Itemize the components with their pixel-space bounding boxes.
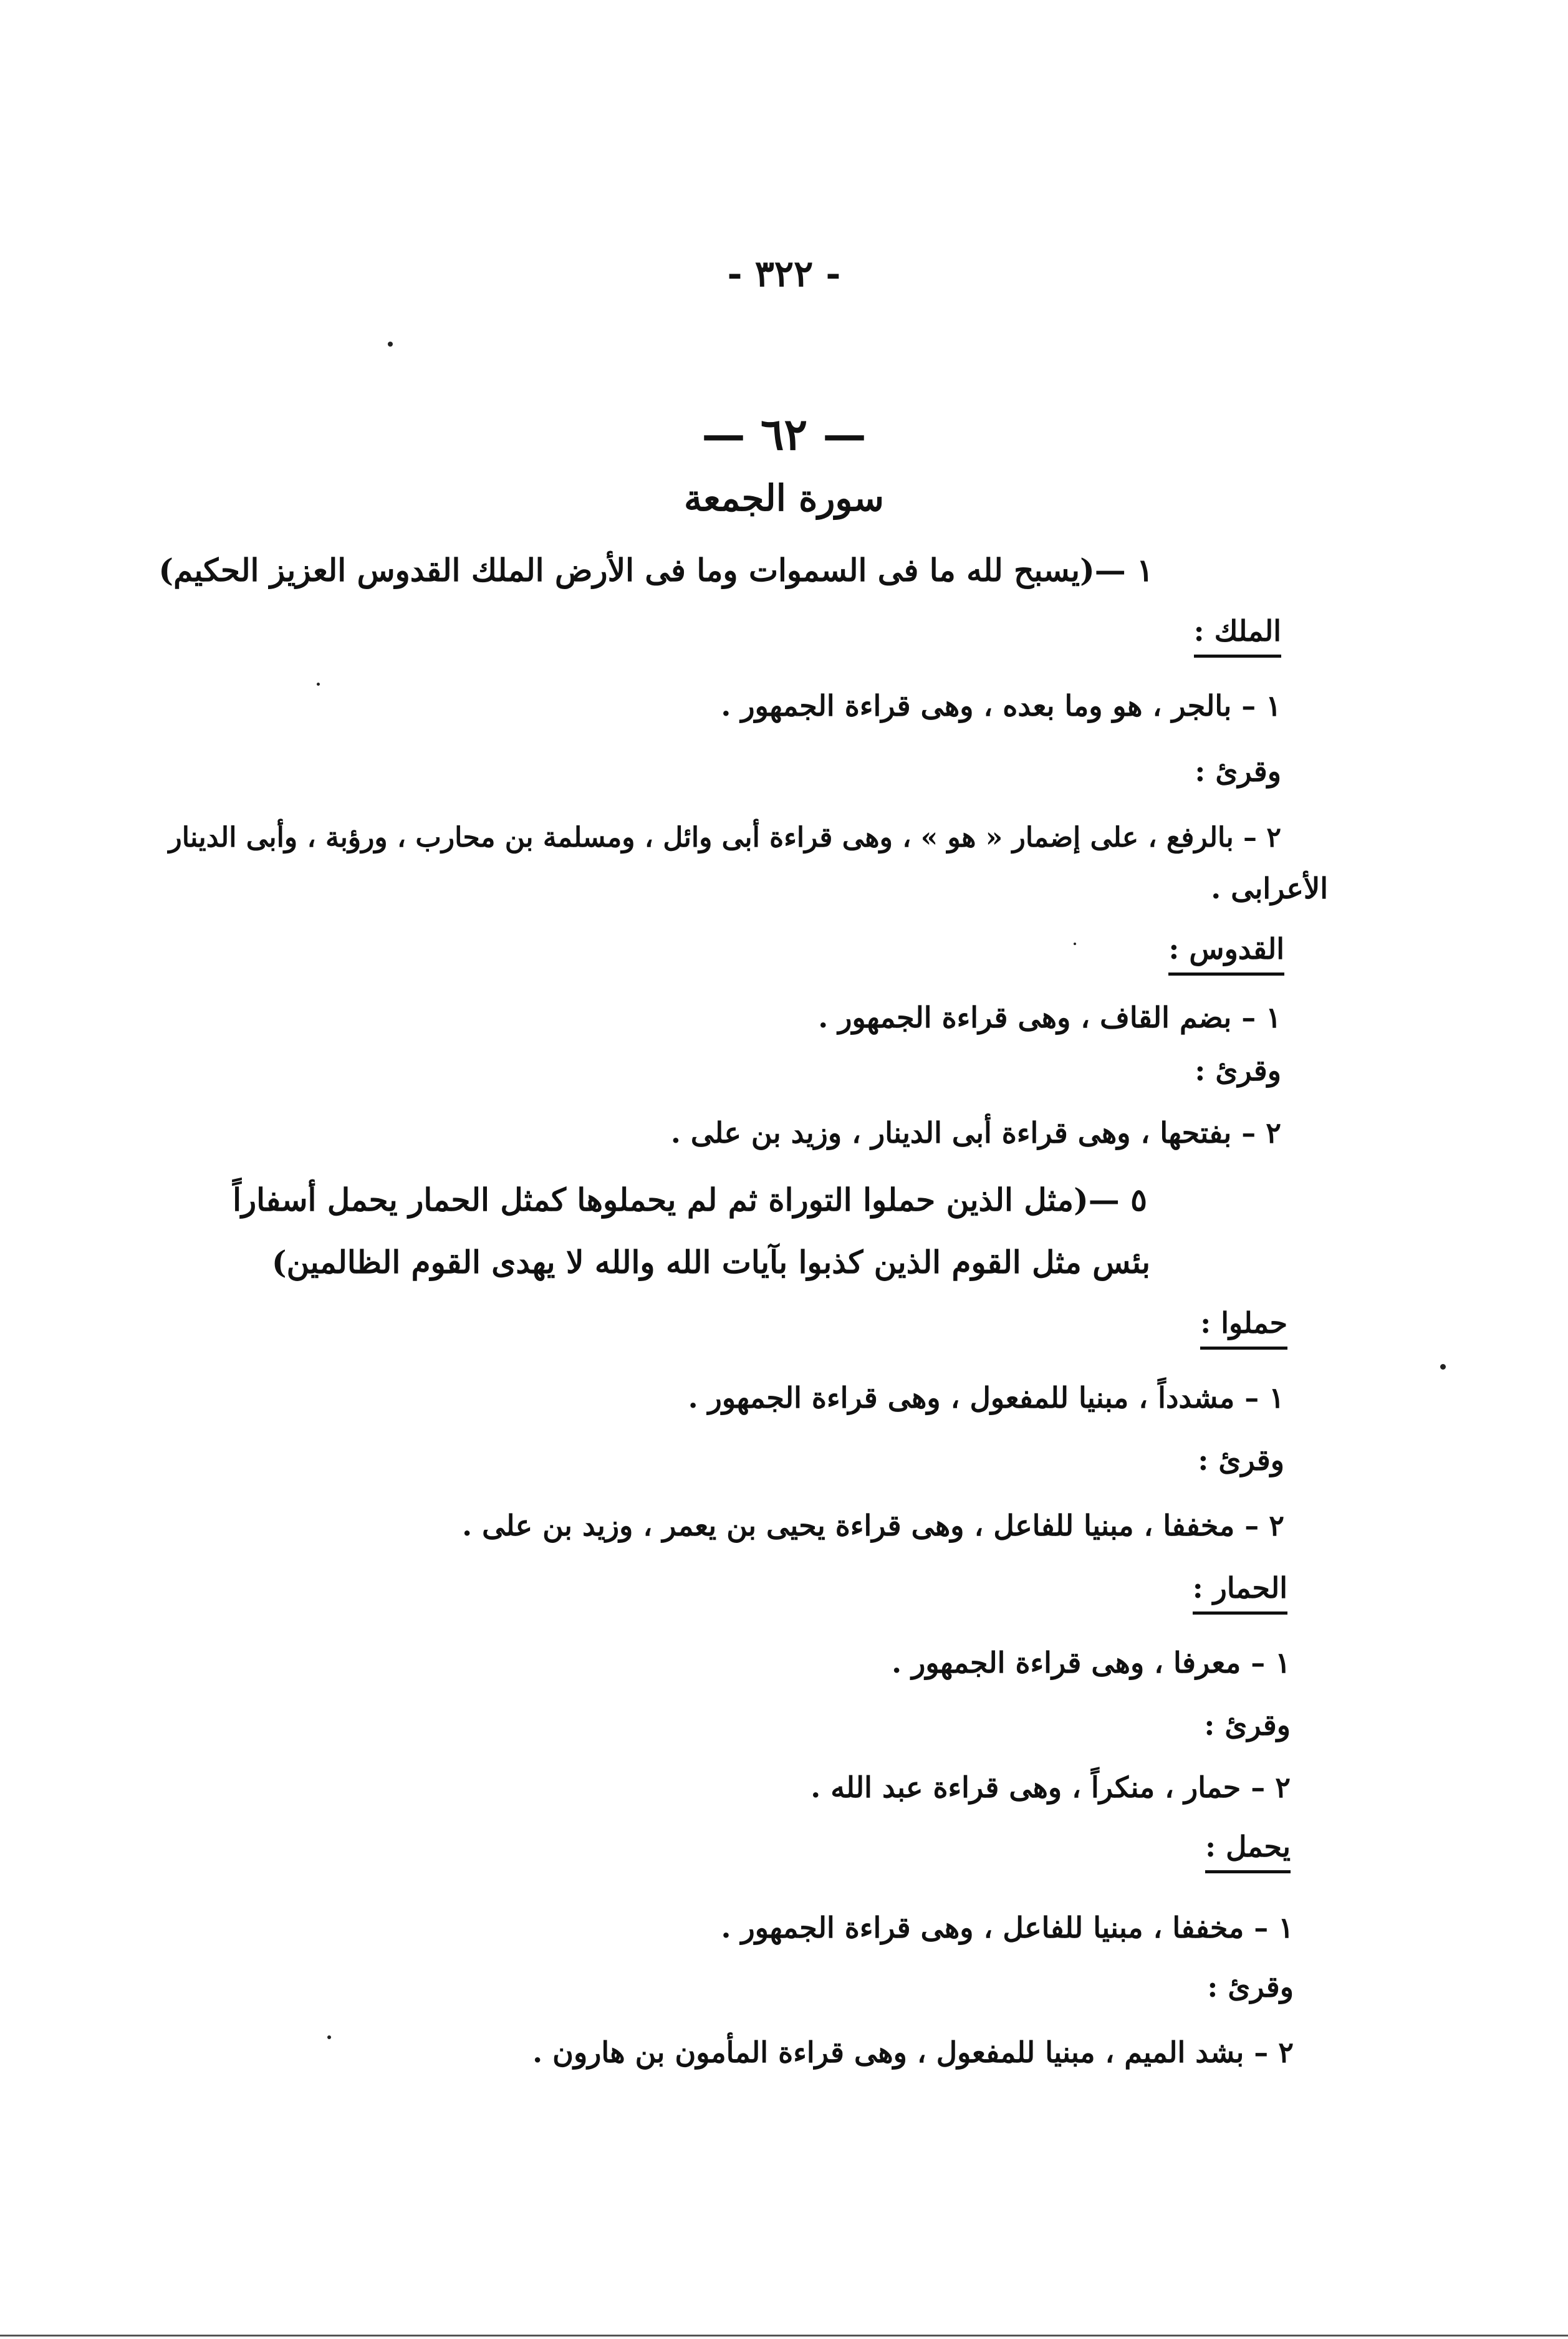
- word-heading-hummilu-text: حملوا :: [1200, 1306, 1287, 1350]
- word-heading-yahmil: [1205, 1830, 1291, 1873]
- word-heading-yahmil-text: يحمل :: [1205, 1830, 1291, 1873]
- wa-quri-quddus: وقرئ :: [1195, 1054, 1281, 1087]
- wa-quri-malik: وقرئ :: [1195, 754, 1281, 788]
- reading-malik-2-line-2: الأعرابى .: [1211, 872, 1328, 905]
- reading-quddus-2: ٢ – بفتحها ، وهى قراءة أبى الدينار ، وزيد بن على .: [670, 1116, 1281, 1150]
- page-bottom-edge: [0, 2335, 1568, 2337]
- word-heading-himar-text: الحمار :: [1193, 1571, 1287, 1615]
- word-heading-quddus-text: القدوس :: [1168, 932, 1284, 976]
- reading-malik-1: ١ – بالجر ، هو وما بعده ، وهى قراءة الجمهور .: [721, 689, 1281, 723]
- word-heading-hummilu: [1200, 1306, 1287, 1350]
- verse-5-line-1: ٥ —(مثل الذين حملوا التوراة ثم لم يحملوها كمثل الحمار يحمل أسفاراً: [233, 1181, 1147, 1218]
- word-heading-quddus: [1168, 932, 1284, 976]
- word-heading-malik-text: الملك :: [1194, 614, 1281, 658]
- reading-yahmil-1: ١ – مخففا ، مبنيا للفاعل ، وهى قراءة الجمهور .: [721, 1911, 1294, 1944]
- scan-speck: [1074, 943, 1076, 945]
- scan-speck: [317, 683, 320, 686]
- verse-5-line-2: بئس مثل القوم الذين كذبوا بآيات الله والله لا يهدى القوم الظالمين): [271, 1244, 1150, 1280]
- verse-1: ١ —(يسبح لله ما فى السموات وما فى الأرض الملك القدوس العزيز الحكيم): [158, 552, 1153, 588]
- wa-quri-yahmil: وقرئ :: [1207, 1970, 1294, 2004]
- surah-title: سورة الجمعة: [684, 477, 884, 519]
- word-heading-malik: [1194, 614, 1281, 658]
- word-heading-himar: [1193, 1571, 1287, 1615]
- reading-himar-1: ١ – معرفا ، وهى قراءة الجمهور .: [892, 1646, 1291, 1679]
- reading-hummilu-2: ٢ – مخففا ، مبنيا للفاعل ، وهى قراءة يحيى بن يعمر ، وزيد بن على .: [462, 1509, 1284, 1542]
- reading-quddus-1: ١ – بضم القاف ، وهى قراءة الجمهور .: [818, 1001, 1281, 1034]
- reading-malik-2-line-1: ٢ – بالرفع ، على إضمار « هو » ، وهى قراءة أبى وائل ، ومسلمة بن محارب ، ورؤبة ، وأبى الدينار: [168, 822, 1281, 853]
- wa-quri-himar: وقرئ :: [1204, 1708, 1291, 1742]
- scan-speck: [327, 2035, 331, 2039]
- reading-himar-2: ٢ – حمار ، منكراً ، وهى قراءة عبد الله .: [810, 1770, 1291, 1804]
- scan-speck: [388, 342, 393, 347]
- scan-speck: [1440, 1364, 1446, 1370]
- reading-hummilu-1: ١ – مشدداً ، مبنيا للمفعول ، وهى قراءة الجمهور .: [688, 1381, 1284, 1414]
- wa-quri-hummilu: وقرئ :: [1198, 1443, 1284, 1477]
- page-number: - ٣٢٢ -: [727, 252, 841, 295]
- section-number: — ٦٢ —: [701, 408, 867, 460]
- reading-yahmil-2: ٢ – بشد الميم ، مبنيا للمفعول ، وهى قراءة المأمون بن هارون .: [532, 2035, 1294, 2069]
